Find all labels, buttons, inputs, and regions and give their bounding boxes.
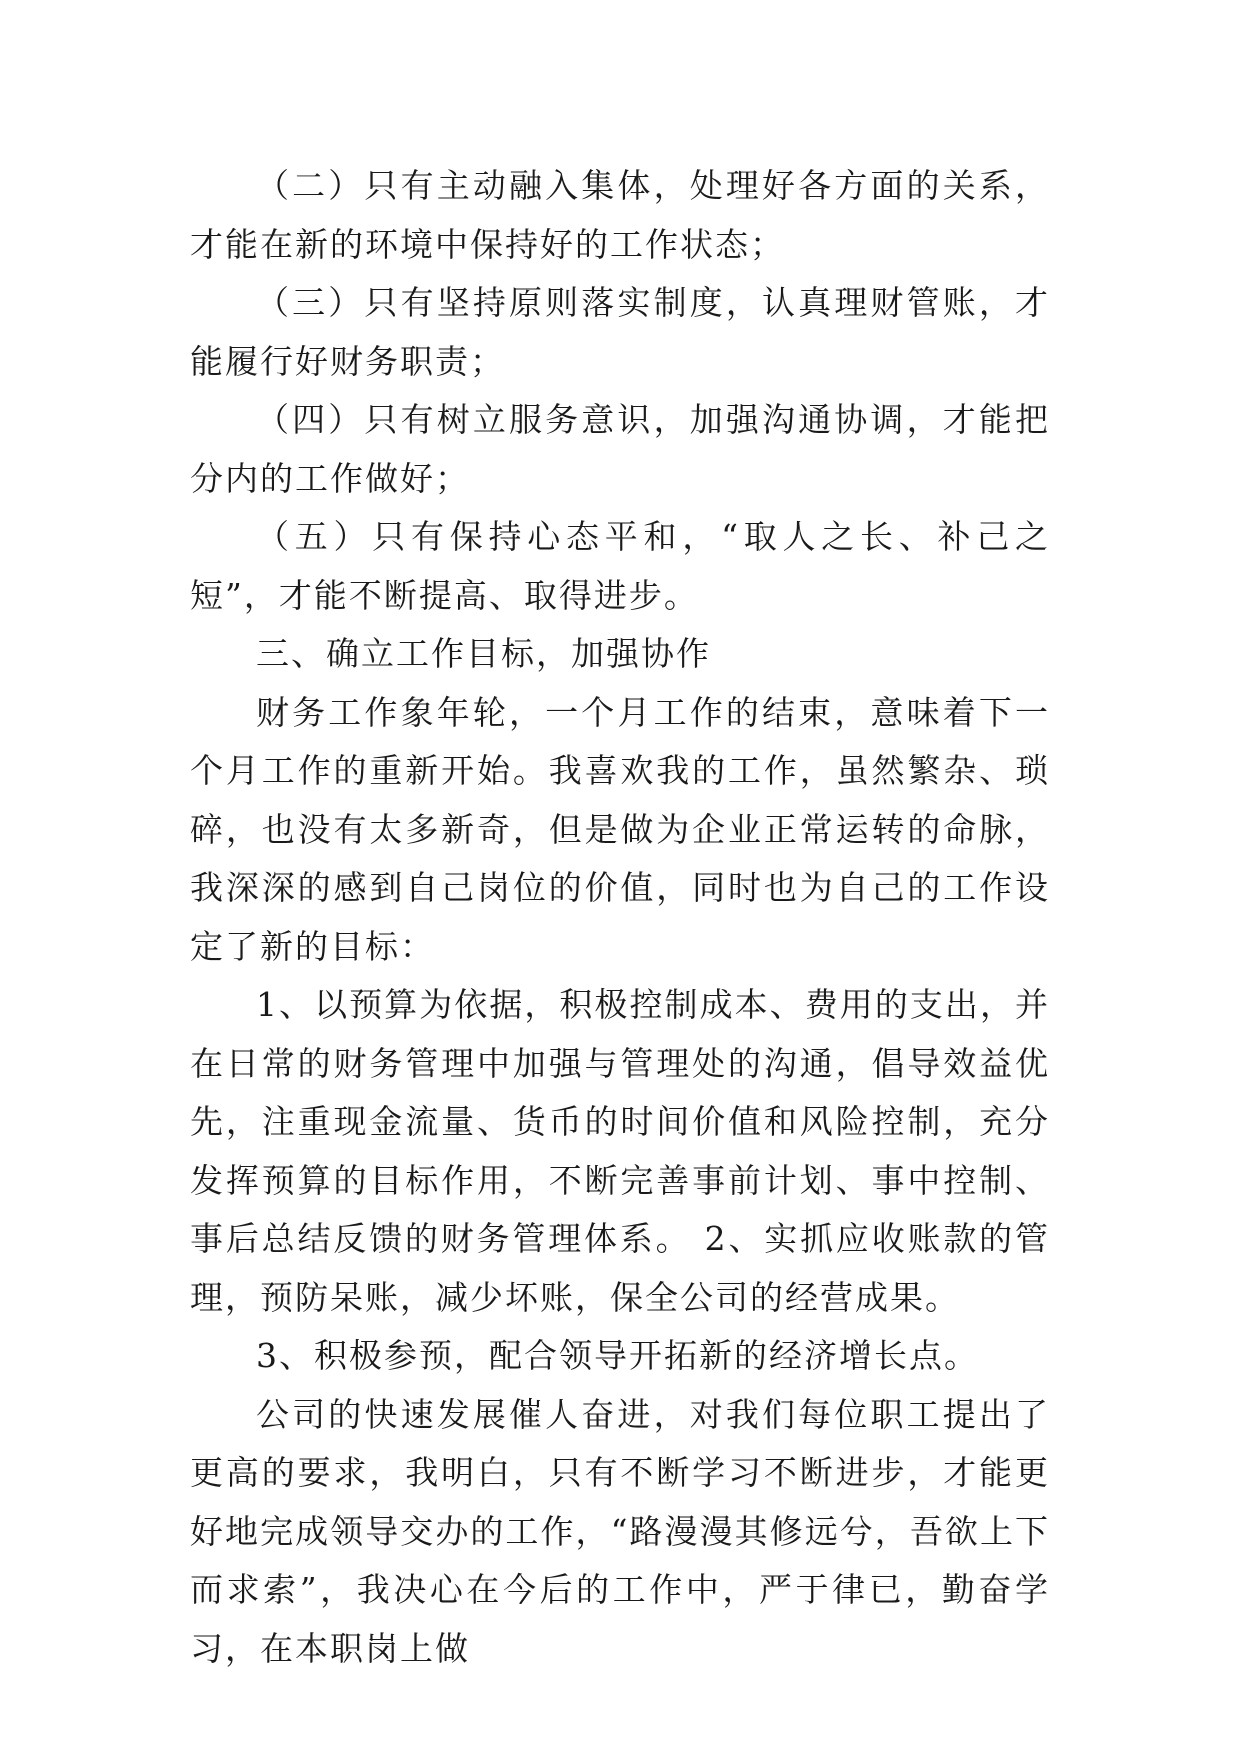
document-body bbox=[190, 157, 1050, 1678]
section-heading-3: 三、确立工作目标，加强协作 bbox=[256, 634, 711, 673]
goal-item-3: 3、积极参预，配合领导开拓新的经济增长点。 bbox=[256, 1336, 979, 1375]
paragraph-item-2: （二）只有主动融入集体，处理好各方面的关系，才能在新的环境中保持好的工作状态； bbox=[190, 166, 1050, 264]
paragraph-item-3: （三）只有坚持原则落实制度，认真理财管账，才能履行好财务职责； bbox=[190, 283, 1050, 381]
goal-item-1-2: 1、以预算为依据，积极控制成本、费用的支出，并在日常的财务管理中加强与管理处的沟通，倡导效益优先，注重现金流量、货币的时间价值和风险控制，充分发挥预算的目标作用，不断完善事前计划、事中控制、事后总结反馈的财务管理体系。 2、实抓应收账款的管理，预防呆账，减少坏账，保全公司的经营成果。 bbox=[190, 985, 1050, 1317]
paragraph-item-4: （四）只有树立服务意识，加强沟通协调，才能把分内的工作做好； bbox=[190, 400, 1050, 498]
paragraph-intro: 财务工作象年轮，一个月工作的结束，意味着下一个月工作的重新开始。我喜欢我的工作，虽然繁杂、琐碎，也没有太多新奇，但是做为企业正常运转的命脉，我深深的感到自己岗位的价值，同时也为自己的工作设定了新的目标： bbox=[190, 692, 1050, 966]
paragraph-item-5: （五）只有保持心态平和，“取人之长、补己之短”，才能不断提高、取得进步。 bbox=[190, 517, 1050, 615]
paragraph-closing: 公司的快速发展催人奋进，对我们每位职工提出了更高的要求，我明白，只有不断学习不断进步，才能更好地完成领导交办的工作，“路漫漫其修远兮，吾欲上下而求索”，我决心在今后的工作中，严于律已，勤奋学习，在本职岗上做 bbox=[190, 1394, 1050, 1668]
